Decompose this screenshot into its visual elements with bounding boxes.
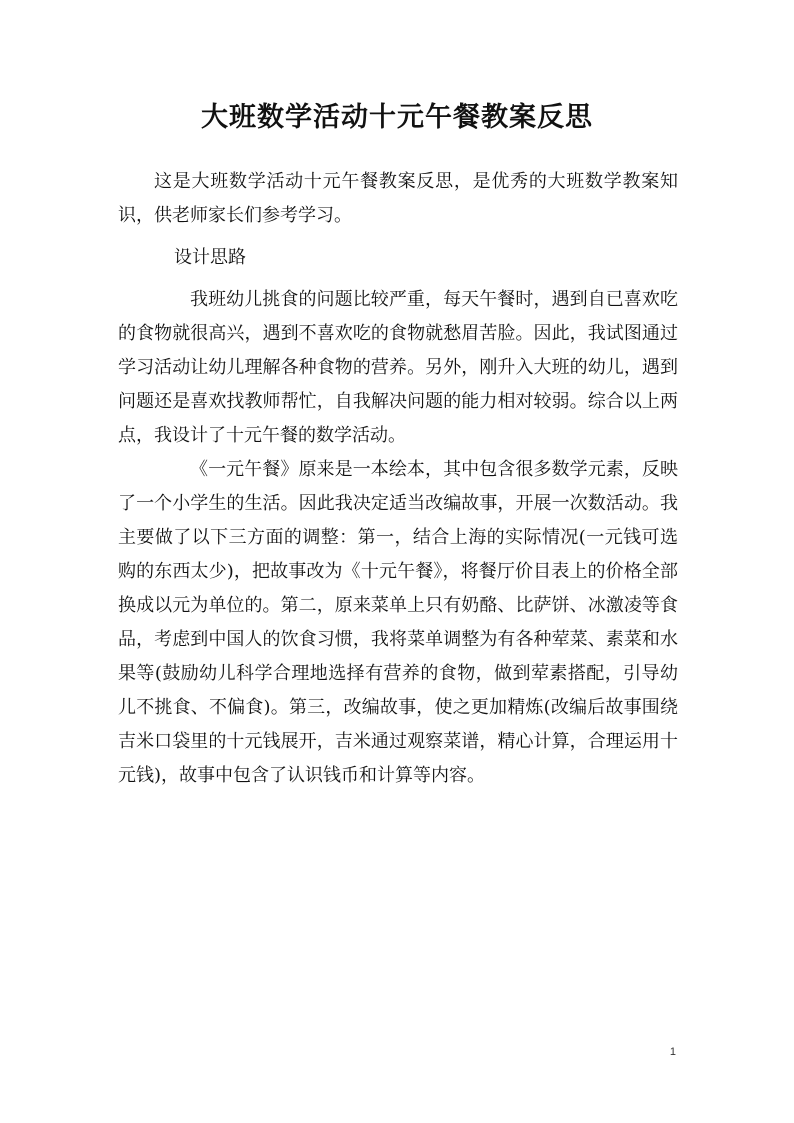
document-body: [118, 165, 678, 793]
intro-paragraph: 这是大班数学活动十元午餐教案反思，是优秀的大班数学教案知识，供老师家长们参考学习。: [118, 171, 678, 226]
page-number: 1: [669, 1046, 676, 1058]
body-paragraph: 《一元午餐》原来是一本绘本，其中包含很多数学元素，反映了一个小学生的生活。因此我决定适当改编故事，开展一次数活动。我主要做了以下三方面的调整：第一，结合上海的实际情况(一元钱可选购的东西太少)，把故事改为《十元午餐》，将餐厅价目表上的价格全部换成以元为单位的。第二，原来菜单上只有奶酪、比萨饼、冰激凌等食品，考虑到中国人的饮食习惯，我将菜单调整为有各种荤菜、素菜和水果等(鼓励幼儿科学合理地选择有营养的食物，做到荤素搭配，引导幼儿不挑食、不偏食)。第三，改编故事，使之更加精炼(改编后故事围绕吉米口袋里的十元钱展开，吉米通过观察菜谱，精心计算，合理运用十元钱)，故事中包含了认识钱币和计算等内容。: [118, 459, 678, 786]
document-title: 大班数学活动十元午餐教案反思: [201, 102, 593, 133]
section-heading: 设计思路: [174, 247, 246, 268]
body-paragraph: 我班幼儿挑食的问题比较严重，每天午餐时，遇到自已喜欢吃的食物就很高兴，遇到不喜欢吃的食物就愁眉苦脸。因此，我试图通过学习活动让幼儿理解各种食物的营养。另外，刚升入大班的幼儿，遇到问题还是喜欢找教师帮忙，自我解决问题的能力相对较弱。综合以上两点，我设计了十元午餐的数学活动。: [118, 289, 678, 446]
